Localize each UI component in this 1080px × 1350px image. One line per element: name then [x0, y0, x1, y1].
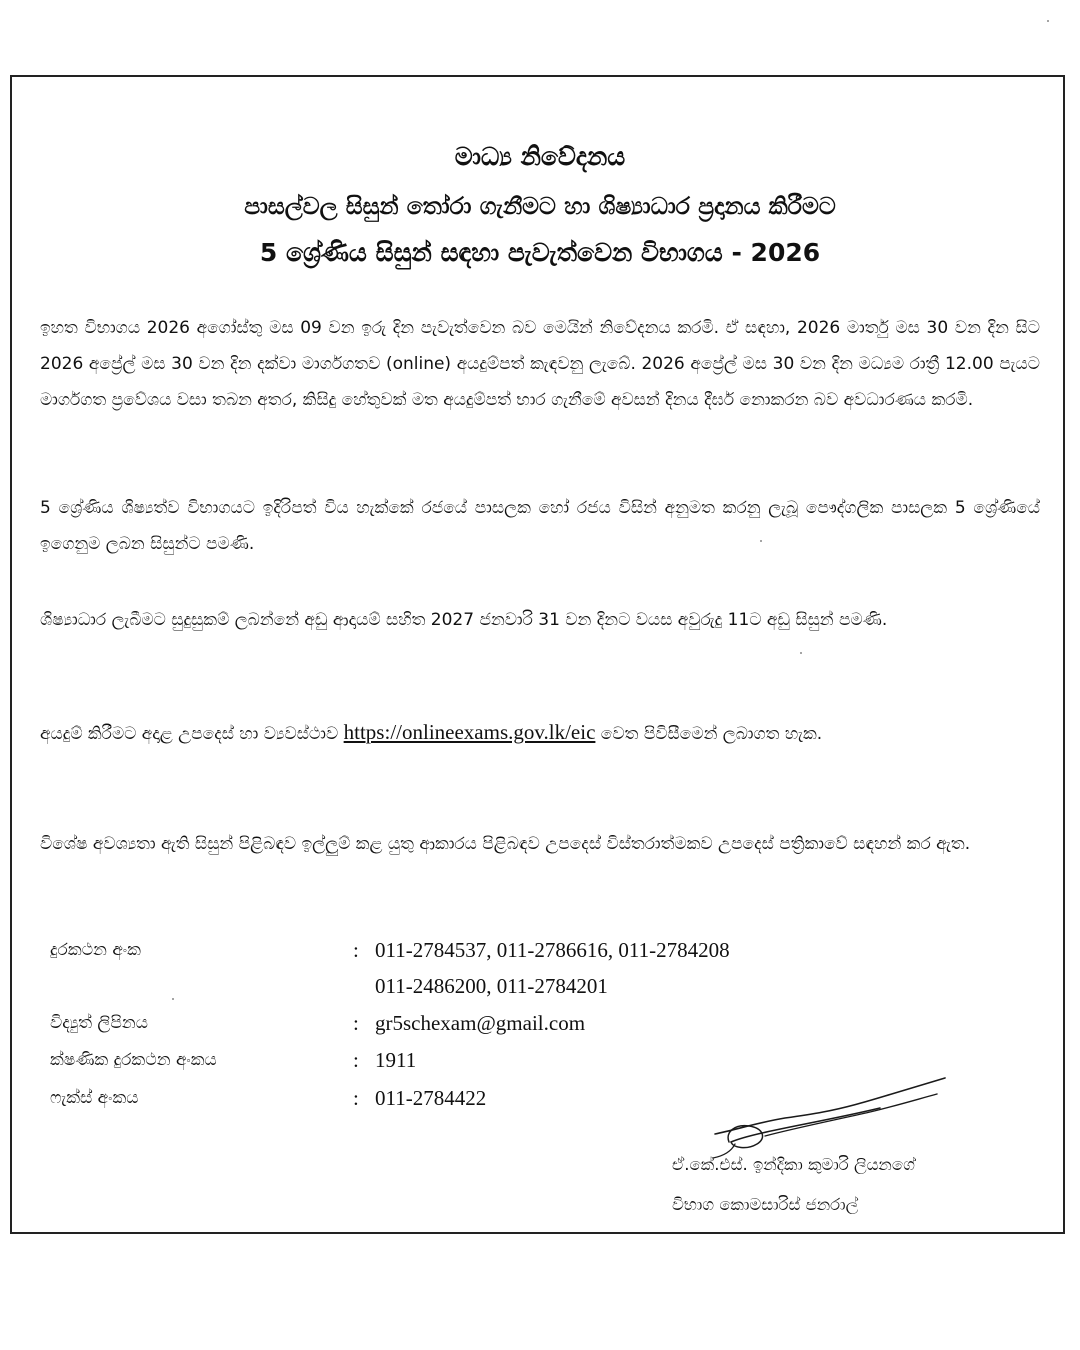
paragraph-application-instructions	[40, 714, 1040, 752]
paragraph-special-needs: විශේෂ අවශ්‍යතා ඇති සිසුන් පිළිබඳව ඉල්ලුම් කළ යුතු ආකාරය පිළිබඳව උපදෙස් විස්තරාත්මකව උපදෙස් පත්‍රිකාවේ සඳහන් කර ඇත.	[40, 834, 971, 854]
signatory-title: විභාග කොමසාරිස් ජනරාල්	[672, 1195, 859, 1214]
instructions-text-before: අයදුම් කිරීමට අදාළ උපදෙස් හා ව්‍යවස්ථාව	[40, 724, 344, 744]
email-address: gr5schexam@gmail.com	[375, 1011, 586, 1035]
email-label: විද්‍යුත් ලිපිනය	[50, 1013, 148, 1033]
contact-row-phone	[50, 932, 1000, 968]
hotline-label: ක්ෂණික දුරකථන අංකය	[50, 1050, 217, 1070]
notice-subtitle: පාසල්වල සිසුන් තෝරා ගැනීමට හා ශිෂ්‍යාධාර ප්‍රදානය කිරීමට	[244, 192, 836, 220]
online-exams-link[interactable]: https://onlineexams.gov.lk/eic	[343, 720, 596, 744]
phone-numbers-line2: 011-2486200, 011-2784201	[375, 974, 608, 998]
scan-speck	[1047, 20, 1049, 22]
scan-speck	[800, 652, 802, 654]
phone-colon: :	[353, 938, 359, 962]
scan-speck	[760, 540, 762, 542]
email-colon: :	[353, 1011, 359, 1035]
fax-number: 011-2784422	[375, 1086, 487, 1110]
contact-row-phone-continued	[50, 968, 1000, 1004]
fax-label: ෆැක්ස් අංකය	[50, 1088, 139, 1108]
signatory-name: ඒ.කේ.එස්. ඉන්දිකා කුමාරි ලියනගේ	[672, 1155, 915, 1174]
notice-exam-title: 5 ශ්‍රේණිය සිසුන් සඳහා පැවැත්වෙන විභාගය - 2026	[259, 238, 821, 267]
handwritten-signature	[705, 1072, 955, 1162]
instructions-text-after: වෙත පිවිසීමෙන් ලබාගත හැක.	[595, 724, 823, 744]
contact-row-email	[50, 1005, 1000, 1041]
hotline-colon: :	[353, 1048, 359, 1072]
phone-numbers-line1: 011-2784537, 011-2786616, 011-2784208	[375, 938, 730, 962]
paragraph-bursary-eligibility: ශිෂ්‍යාධාර ලැබීමට සුදුසුකම් ලබන්නේ අඩු ආදායම් සහිත 2027 ජනවාරි 31 වන දිනට වයස අවුරුදු 11ට අඩු සිසුන් පමණි.	[40, 610, 888, 630]
fax-colon: :	[353, 1086, 359, 1110]
notice-title: මාධ්‍ය නිවේදනය	[454, 142, 626, 171]
phone-label: දුරකථන අංක	[50, 940, 141, 960]
hotline-number: 1911	[375, 1048, 417, 1072]
scan-speck	[172, 998, 174, 1000]
paragraph-exam-date: ඉහත විභාගය 2026 අගෝස්තු මස 09 වන ඉරු දින පැවැත්වෙන බව මෙයින් නිවේදනය කරමි. ඒ සඳහා, 2026 මාර්තු මස 30 වන දින සිට 2026 අප්‍රේල් මස 30 වන දින දක්වා මාර්ගගතව (online) අයදුම්පත් කැඳවනු ලැබේ. 2026 අප්‍රේල් මස 30 වන දින මධ්‍යම රාත්‍රී 12.00 පැයට මාර්ගගත ප්‍රවේශය වසා තබන අතර, කිසිදු හේතුවක් මත අයදුම්පත් භාර ගැනීමේ අවසන් දිනය දීර්ඝ නොකරන බව අවධාරණය කරමි.	[40, 318, 1040, 410]
paragraph-eligibility: 5 ශ්‍රේණිය ශිෂ්‍යත්ව විභාගයට ඉදිරිපත් විය හැක්කේ රජයේ පාසලක හෝ රජය විසින් අනුමත කරනු ලැබූ පෞද්ගලික පාසලක 5 ශ්‍රේණියේ ඉගෙනුම ලබන සිසුන්ට පමණි.	[40, 498, 1040, 554]
